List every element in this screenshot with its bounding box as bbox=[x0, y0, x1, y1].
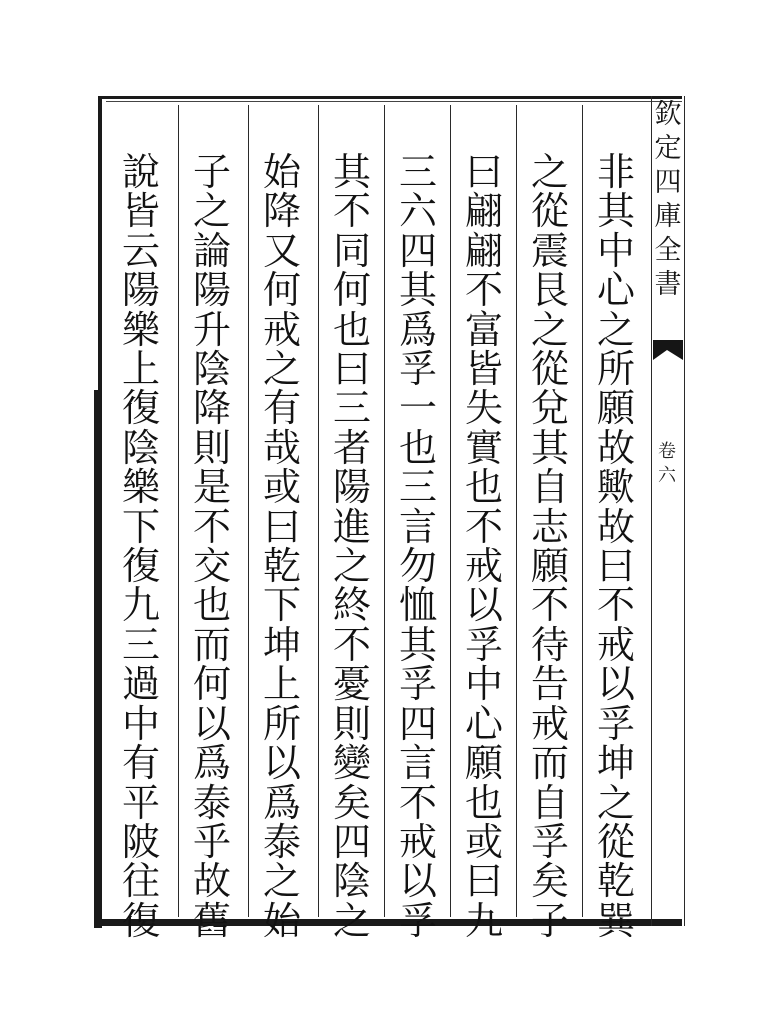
text-character: 矣 bbox=[332, 780, 371, 825]
text-character: 樂 bbox=[121, 307, 160, 352]
text-character: 三 bbox=[398, 150, 437, 194]
text-character: 其 bbox=[596, 189, 635, 234]
text-character: 恤 bbox=[398, 583, 437, 628]
text-character: 陰 bbox=[121, 425, 160, 470]
text-character: 論 bbox=[192, 228, 231, 273]
text-character: 上 bbox=[121, 347, 160, 392]
text-character: 不 bbox=[530, 583, 569, 628]
text-character: 四 bbox=[398, 228, 437, 273]
text-character: 陰 bbox=[332, 859, 371, 904]
text-character: 哉 bbox=[262, 425, 301, 470]
text-character: 或 bbox=[262, 465, 301, 510]
text-character: 舊 bbox=[192, 898, 231, 943]
text-character: 曰 bbox=[332, 347, 371, 392]
text-character: 戒 bbox=[530, 701, 569, 746]
text-character: 不 bbox=[464, 504, 503, 549]
text-character: 皆 bbox=[464, 347, 503, 392]
text-character: 則 bbox=[332, 701, 371, 746]
text-character: 不 bbox=[192, 504, 231, 549]
text-character: 從 bbox=[530, 189, 569, 234]
text-character: 九 bbox=[121, 583, 160, 628]
text-character: 曰 bbox=[262, 504, 301, 549]
text-character: 而 bbox=[530, 741, 569, 786]
text-column-1 bbox=[582, 105, 648, 943]
text-character: 者 bbox=[332, 425, 371, 470]
text-column-7 bbox=[178, 105, 244, 943]
book-title bbox=[653, 98, 683, 302]
text-character: 也 bbox=[398, 425, 437, 470]
fishtail-mark bbox=[653, 338, 683, 362]
text-character: 升 bbox=[192, 307, 231, 352]
text-character: 以 bbox=[192, 701, 231, 746]
text-character: 之 bbox=[530, 307, 569, 352]
text-character: 之 bbox=[332, 544, 371, 589]
text-character: 之 bbox=[596, 780, 635, 825]
text-character: 坤 bbox=[596, 741, 635, 786]
text-character: 乾 bbox=[596, 859, 635, 904]
text-character: 所 bbox=[596, 347, 635, 392]
text-character: 不 bbox=[332, 622, 371, 667]
text-character: 孚 bbox=[398, 662, 437, 707]
text-character: 爲 bbox=[262, 780, 301, 825]
text-character: 勿 bbox=[398, 544, 437, 589]
text-character: 故 bbox=[596, 504, 635, 549]
text-character: 子 bbox=[530, 898, 569, 943]
volume-character: 六 bbox=[658, 465, 676, 486]
text-character: 歟 bbox=[596, 465, 635, 510]
text-character: 始 bbox=[262, 898, 301, 943]
text-character: 之 bbox=[530, 150, 569, 194]
text-character: 乾 bbox=[262, 544, 301, 589]
text-character: 其 bbox=[398, 622, 437, 667]
text-character: 矣 bbox=[530, 859, 569, 904]
inner-top-rule bbox=[106, 101, 682, 102]
text-character: 翩 bbox=[464, 189, 503, 234]
text-character: 實 bbox=[464, 425, 503, 470]
text-column-8 bbox=[108, 105, 174, 943]
title-character: 庫 bbox=[654, 201, 682, 232]
text-character: 何 bbox=[262, 268, 301, 313]
text-character: 不 bbox=[596, 583, 635, 628]
text-character: 也 bbox=[332, 307, 371, 352]
text-character: 復 bbox=[121, 544, 160, 589]
text-character: 終 bbox=[332, 583, 371, 628]
text-character: 孚 bbox=[398, 898, 437, 943]
text-character: 之 bbox=[596, 307, 635, 352]
text-character: 同 bbox=[332, 228, 371, 273]
text-character: 復 bbox=[121, 386, 160, 431]
text-character: 何 bbox=[192, 662, 231, 707]
column-text bbox=[591, 150, 641, 943]
left-border-bar bbox=[94, 390, 102, 928]
text-character: 翩 bbox=[464, 228, 503, 273]
text-character: 乎 bbox=[192, 819, 231, 864]
text-character: 故 bbox=[192, 859, 231, 904]
text-character: 始 bbox=[262, 150, 301, 194]
text-character: 其 bbox=[530, 425, 569, 470]
text-character: 艮 bbox=[530, 268, 569, 313]
column-text bbox=[187, 150, 237, 943]
text-character: 願 bbox=[530, 544, 569, 589]
text-character: 之 bbox=[262, 859, 301, 904]
text-character: 孚 bbox=[530, 819, 569, 864]
text-character: 告 bbox=[530, 662, 569, 707]
text-character: 往 bbox=[121, 859, 160, 904]
text-character: 爲 bbox=[398, 307, 437, 352]
text-character: 戒 bbox=[596, 622, 635, 667]
text-character: 三 bbox=[332, 386, 371, 431]
text-character: 以 bbox=[596, 662, 635, 707]
text-character: 心 bbox=[596, 268, 635, 313]
text-character: 言 bbox=[398, 504, 437, 549]
text-character: 以 bbox=[398, 859, 437, 904]
text-character: 不 bbox=[464, 268, 503, 313]
text-character: 非 bbox=[596, 150, 635, 194]
text-character: 之 bbox=[192, 189, 231, 234]
text-character: 三 bbox=[121, 622, 160, 667]
text-character: 陂 bbox=[121, 819, 160, 864]
column-text bbox=[393, 150, 443, 943]
text-character: 戒 bbox=[464, 544, 503, 589]
text-character: 故 bbox=[596, 425, 635, 470]
text-character: 不 bbox=[398, 780, 437, 825]
text-column-6 bbox=[248, 105, 314, 943]
text-character: 自 bbox=[530, 780, 569, 825]
text-character: 有 bbox=[262, 386, 301, 431]
text-character: 從 bbox=[596, 819, 635, 864]
text-character: 願 bbox=[464, 741, 503, 786]
text-character: 過 bbox=[121, 662, 160, 707]
text-character: 云 bbox=[121, 228, 160, 273]
text-character: 中 bbox=[121, 701, 160, 746]
text-character: 說 bbox=[121, 150, 160, 194]
text-character: 孚 bbox=[398, 347, 437, 392]
text-column-3 bbox=[450, 105, 516, 943]
text-character: 又 bbox=[262, 228, 301, 273]
text-character: 上 bbox=[262, 662, 301, 707]
text-character: 子 bbox=[192, 150, 231, 194]
text-character: 有 bbox=[121, 741, 160, 786]
text-character: 降 bbox=[262, 189, 301, 234]
text-character: 下 bbox=[121, 504, 160, 549]
text-column-4 bbox=[384, 105, 450, 943]
column-text bbox=[525, 150, 575, 943]
text-character: 之 bbox=[262, 347, 301, 392]
text-character: 而 bbox=[192, 622, 231, 667]
text-character: 復 bbox=[121, 898, 160, 943]
text-character: 待 bbox=[530, 622, 569, 667]
text-character: 四 bbox=[398, 701, 437, 746]
text-character: 陽 bbox=[121, 268, 160, 313]
text-character: 也 bbox=[464, 780, 503, 825]
text-character: 交 bbox=[192, 544, 231, 589]
text-character: 變 bbox=[332, 741, 371, 786]
text-character: 坤 bbox=[262, 622, 301, 667]
text-character: 平 bbox=[121, 780, 160, 825]
text-character: 或 bbox=[464, 819, 503, 864]
text-character: 也 bbox=[464, 465, 503, 510]
text-character: 陽 bbox=[192, 268, 231, 313]
text-character: 失 bbox=[464, 386, 503, 431]
text-character: 震 bbox=[530, 228, 569, 273]
column-text bbox=[327, 150, 377, 943]
text-character: 所 bbox=[262, 701, 301, 746]
title-character: 書 bbox=[654, 269, 682, 300]
text-character: 則 bbox=[192, 425, 231, 470]
column-text bbox=[116, 150, 166, 943]
text-character: 九 bbox=[464, 898, 503, 943]
text-character: 四 bbox=[332, 819, 371, 864]
text-character: 中 bbox=[464, 662, 503, 707]
text-character: 爲 bbox=[192, 741, 231, 786]
title-character: 全 bbox=[654, 235, 682, 266]
text-character: 不 bbox=[332, 189, 371, 234]
text-character: 以 bbox=[464, 583, 503, 628]
text-character: 一 bbox=[398, 386, 437, 431]
text-character: 以 bbox=[262, 741, 301, 786]
volume-label bbox=[655, 440, 679, 488]
text-character: 巽 bbox=[596, 898, 635, 943]
text-character: 樂 bbox=[121, 465, 160, 510]
text-character: 心 bbox=[464, 701, 503, 746]
text-character: 曰 bbox=[596, 544, 635, 589]
text-character: 富 bbox=[464, 307, 503, 352]
volume-character: 卷 bbox=[658, 441, 676, 462]
text-column-2 bbox=[516, 105, 582, 943]
text-character: 也 bbox=[192, 583, 231, 628]
text-character: 之 bbox=[332, 898, 371, 943]
text-character: 降 bbox=[192, 386, 231, 431]
text-character: 其 bbox=[332, 150, 371, 194]
text-character: 下 bbox=[262, 583, 301, 628]
text-character: 皆 bbox=[121, 189, 160, 234]
text-character: 中 bbox=[596, 228, 635, 273]
column-text bbox=[459, 150, 509, 943]
text-character: 六 bbox=[398, 189, 437, 234]
text-character: 願 bbox=[596, 386, 635, 431]
text-character: 曰 bbox=[464, 859, 503, 904]
text-character: 泰 bbox=[192, 780, 231, 825]
text-character: 兌 bbox=[530, 386, 569, 431]
text-character: 言 bbox=[398, 741, 437, 786]
text-character: 泰 bbox=[262, 819, 301, 864]
column-text bbox=[257, 150, 307, 943]
text-character: 進 bbox=[332, 504, 371, 549]
title-character: 四 bbox=[654, 167, 682, 198]
text-character: 孚 bbox=[596, 701, 635, 746]
text-character: 憂 bbox=[332, 662, 371, 707]
text-character: 何 bbox=[332, 268, 371, 313]
title-character: 定 bbox=[654, 133, 682, 164]
text-character: 陽 bbox=[332, 465, 371, 510]
text-character: 孚 bbox=[464, 622, 503, 667]
text-column-5 bbox=[318, 105, 384, 943]
text-character: 陰 bbox=[192, 347, 231, 392]
text-character: 是 bbox=[192, 465, 231, 510]
text-character: 曰 bbox=[464, 150, 503, 194]
text-character: 從 bbox=[530, 347, 569, 392]
text-character: 其 bbox=[398, 268, 437, 313]
title-character: 欽 bbox=[654, 99, 682, 130]
text-character: 自 bbox=[530, 465, 569, 510]
text-character: 戒 bbox=[262, 307, 301, 352]
text-character: 戒 bbox=[398, 819, 437, 864]
text-character: 志 bbox=[530, 504, 569, 549]
text-character: 三 bbox=[398, 465, 437, 510]
